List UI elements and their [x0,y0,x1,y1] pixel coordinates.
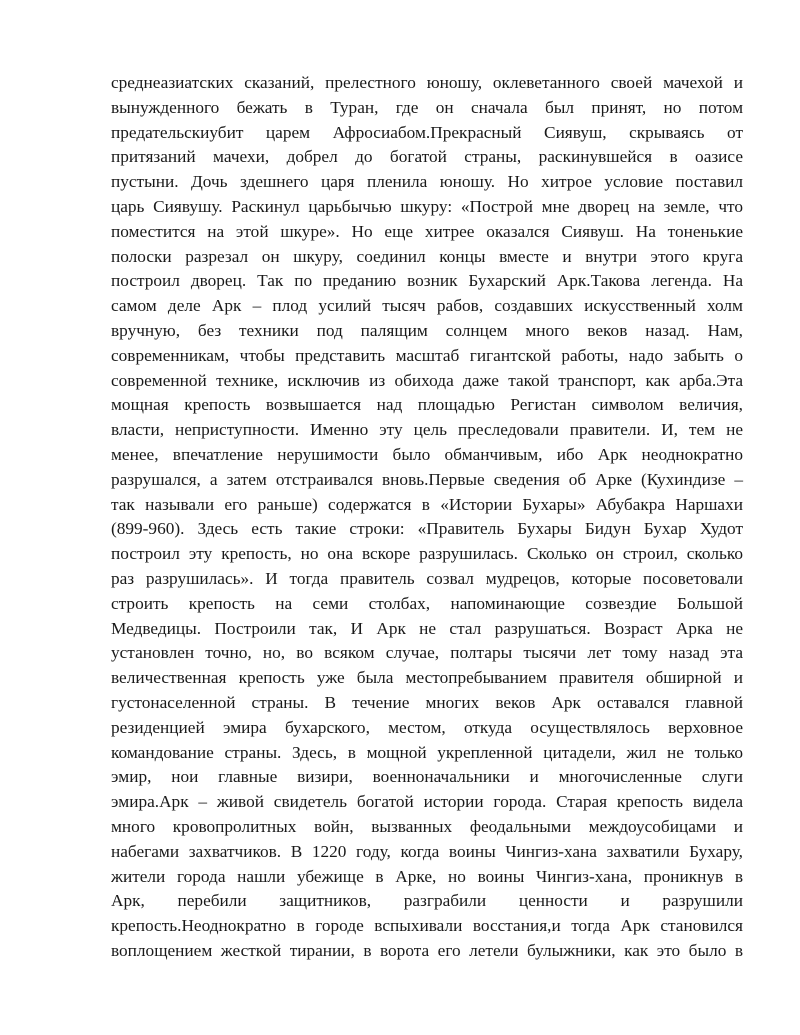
text-line: притязаний мачехи, добрел до богатой страны, раскинувшейся в оазисе [111,147,743,167]
text-line: менее, впечатление нерушимости было обманчивым, ибо Арк неоднократно [111,444,743,464]
text-line: поместится на этой шкуре». Но еще хитрее оказался Сиявуш. На тоненькие [111,221,743,241]
text-line: пустыни. Дочь здешнего царя пленила юношу. Но хитрое условие поставил [111,172,743,192]
text-line: жители города нашли убежище в Арке, но воины Чингиз-хана, проникнув в [111,866,743,886]
text-line: установлен точно, но, во всяком случае, полтары тысячи лет тому назад эта [111,643,743,663]
text-line: резиденцией эмира бухарского, местом, откуда осуществлялось верховное [111,717,743,737]
text-line: царь Сиявушу. Раскинул царьбычью шкуру: «Построй мне дворец на земле, что [111,196,743,216]
text-line: командование страны. Здесь, в мощной укрепленной цитадели, жил не только [111,742,743,762]
text-line: так называли его раньше) содержатся в «Истории Бухары» Абубакра Наршахи [111,494,743,514]
text-line: современникам, чтобы представить масштаб гигантской работы, надо забыть о [111,345,743,365]
text-line: много кровопролитных войн, вызванных феодальными междоусобицами и [111,816,743,836]
text-line: густонаселенной страны. В течение многих веков Арк оставался главной [111,692,743,712]
text-line: величественная крепость уже была местопребыванием правителя обширной и [111,668,743,688]
text-line: вручную, без техники под палящим солнцем много веков назад. Нам, [111,320,743,340]
text-line: власти, неприступности. Именно эту цель преследовали правители. И, тем не [111,420,743,440]
text-line: крепость.Неоднократно в городе вспыхивали восстания,и тогда Арк становился [111,916,743,936]
text-line: среднеазиатских сказаний, прелестного юношу, оклеветанного своей мачехой и [111,73,743,92]
text-line: раз разрушилась». И тогда правитель созвал мудрецов, которые посоветовали [111,568,743,588]
text-line: набегами захватчиков. В 1220 году, когда воины Чингиз-хана захватили Бухару, [111,841,743,861]
text-line: эмир, нои главные визири, военноначальники и многочисленные слуги [111,767,743,787]
text-line: современной технике, исключив из обихода даже такой транспорт, как арба.Эта [111,370,743,390]
text-line: строить крепость на семи столбах, напоминающие созвездие Большой [111,593,743,613]
text-line: мощная крепость возвышается над площадью Регистан символом величия, [111,395,743,415]
text-line: Медведицы. Построили так, И Арк не стал разрушаться. Возраст Арка не [111,618,743,638]
text-line: предательскиубит царем Афросиабом.Прекрасный Сиявуш, скрываясь от [111,122,743,142]
text-line: эмира.Арк – живой свидетель богатой истории города. Старая крепость видела [111,792,743,812]
text-line: разрушался, а затем отстраивался вновь.Первые сведения об Арке (Кухиндизе – [111,469,743,489]
text-line: самом деле Арк – плод усилий тысяч рабов, создавших искусственный холм [111,296,743,316]
text-line: Арк, перебили защитников, разграбили ценности и разрушили [111,891,743,911]
text-line: (899-960). Здесь есть такие строки: «Правитель Бухары Бидун Бухар Худот [111,519,743,539]
text-line: вынужденного бежать в Туран, где он сначала был принят, но потом [111,97,743,117]
text-line: построил дворец. Так по преданию возник Бухарский Арк.Такова легенда. На [111,271,743,291]
text-line: воплощением жесткой тирании, в ворота его летели булыжники, как это было в [111,940,743,960]
body-text [111,71,743,964]
text-line: построил эту крепость, но она вскоре разрушилась. Сколько он строил, сколько [111,544,743,564]
text-line: полоски разрезал он шкуру, соединил концы вместе и внутри этого круга [111,246,743,266]
